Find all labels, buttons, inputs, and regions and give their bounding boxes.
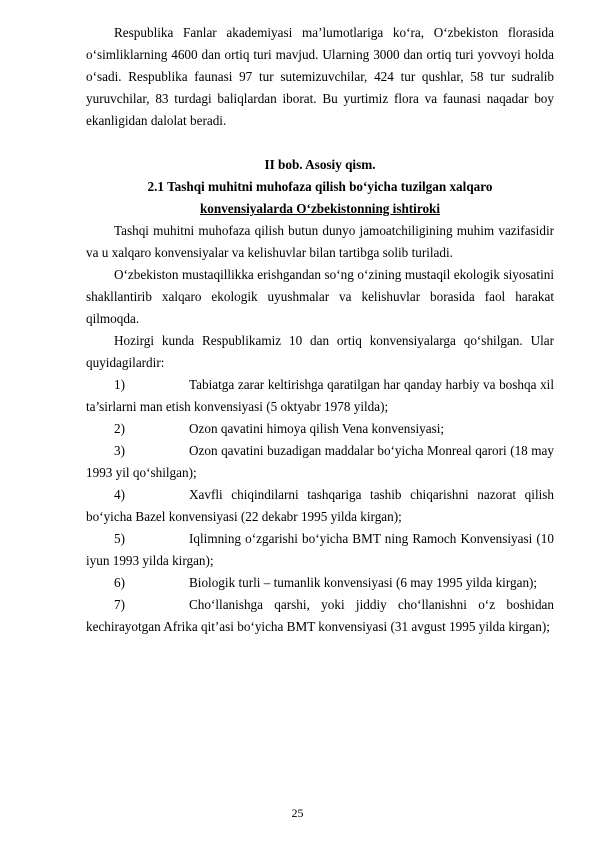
paragraph: Hozirgi kunda Respublikamiz 10 dan ortiq konvensiyalarga qo‘shilgan. Ular quyidagilardir: xyxy=(86,333,554,370)
list-text: Tabiatga zarar keltirishga qaratilgan har qanday harbiy va boshqa xil ta’sirlarni man etish konvensiyasi (5 oktyabr 1978 yilda); xyxy=(86,377,554,414)
paragraph: O‘zbekiston mustaqillikka erishgandan so‘ng o‘zining mustaqil ekologik siyosatini shakllantirib xalqaro ekologik uyushmalar va kelishuvlar borasida faol harakat qilmoqda. xyxy=(86,267,554,326)
list-text: Biologik turli – tumanlik konvensiyasi (6 may 1995 yilda kirgan); xyxy=(189,575,538,590)
list-item xyxy=(86,440,554,484)
list-number: 5) xyxy=(114,531,125,546)
list-text: Cho‘llanishga qarshi, yoki jiddiy cho‘llanishni o‘z boshidan kechirayotgan Afrika qit’asi bo‘yicha BMT konvensiyasi (31 avgust 1995 yilda kirgan); xyxy=(86,597,554,634)
list-number: 4) xyxy=(114,487,125,502)
list-text: Iqlimning o‘zgarishi bo‘yicha BMT ning Ramoch Konvensiyasi (10 iyun 1993 yilda kirgan); xyxy=(86,531,554,568)
list-item xyxy=(86,572,554,594)
list-number: 1) xyxy=(114,377,125,392)
list-number: 7) xyxy=(114,597,125,612)
list-number: 2) xyxy=(114,421,125,436)
intro-paragraph: Respublika Fanlar akademiyasi ma’lumotlariga ko‘ra, O‘zbekiston florasida o‘simliklarning 4600 dan ortiq turi mavjud. Ularning 3000 dan ortiq turi yovvoyi holda o‘sadi. Respublika faunasi 97 tur sutemizuvchilar, 424 tur qushlar, 58 tur sudralib yuruvchilar, 83 turdagi baliqlardan iborat. Bu yurtimiz flora va faunasi naqadar boy ekanligidan dalolat beradi. xyxy=(86,25,554,128)
section-title-line1: 2.1 Tashqi muhitni muhofaza qilish bo‘yicha tuzilgan xalqaro xyxy=(147,179,493,194)
section-title-line2 xyxy=(86,198,554,220)
list-item xyxy=(86,374,554,418)
list-number: 3) xyxy=(114,443,125,458)
paragraph: Tashqi muhitni muhofaza qilish butun dunyo jamoatchiligining muhim vazifasidir va u xalqaro konvensiyalar va kelishuvlar bilan tartibga solib turiladi. xyxy=(86,223,554,260)
list-item xyxy=(86,418,554,440)
list-text: Ozon qavatini himoya qilish Vena konvensiyasi; xyxy=(189,421,445,436)
list-item xyxy=(86,594,554,638)
list-number: 6) xyxy=(114,575,125,590)
chapter-title: II bob. Asosiy qism. xyxy=(264,157,376,172)
list-text: Ozon qavatini buzadigan maddalar bo‘yicha Monreal qarori (18 may 1993 yil qo‘shilgan); xyxy=(86,443,554,480)
section-title-line2-text: konvensiyalarda O‘zbekistonning ishtiroki xyxy=(199,201,441,216)
list-item xyxy=(86,484,554,528)
document-page xyxy=(86,22,554,638)
list-text: Xavfli chiqindilarni tashqariga tashib chiqarishni nazorat qilish bo‘yicha Bazel konvensiyasi (22 dekabr 1995 yilda kirgan); xyxy=(86,487,554,524)
page-number: 25 xyxy=(291,806,304,820)
list-item xyxy=(86,528,554,572)
spacer xyxy=(86,132,554,154)
